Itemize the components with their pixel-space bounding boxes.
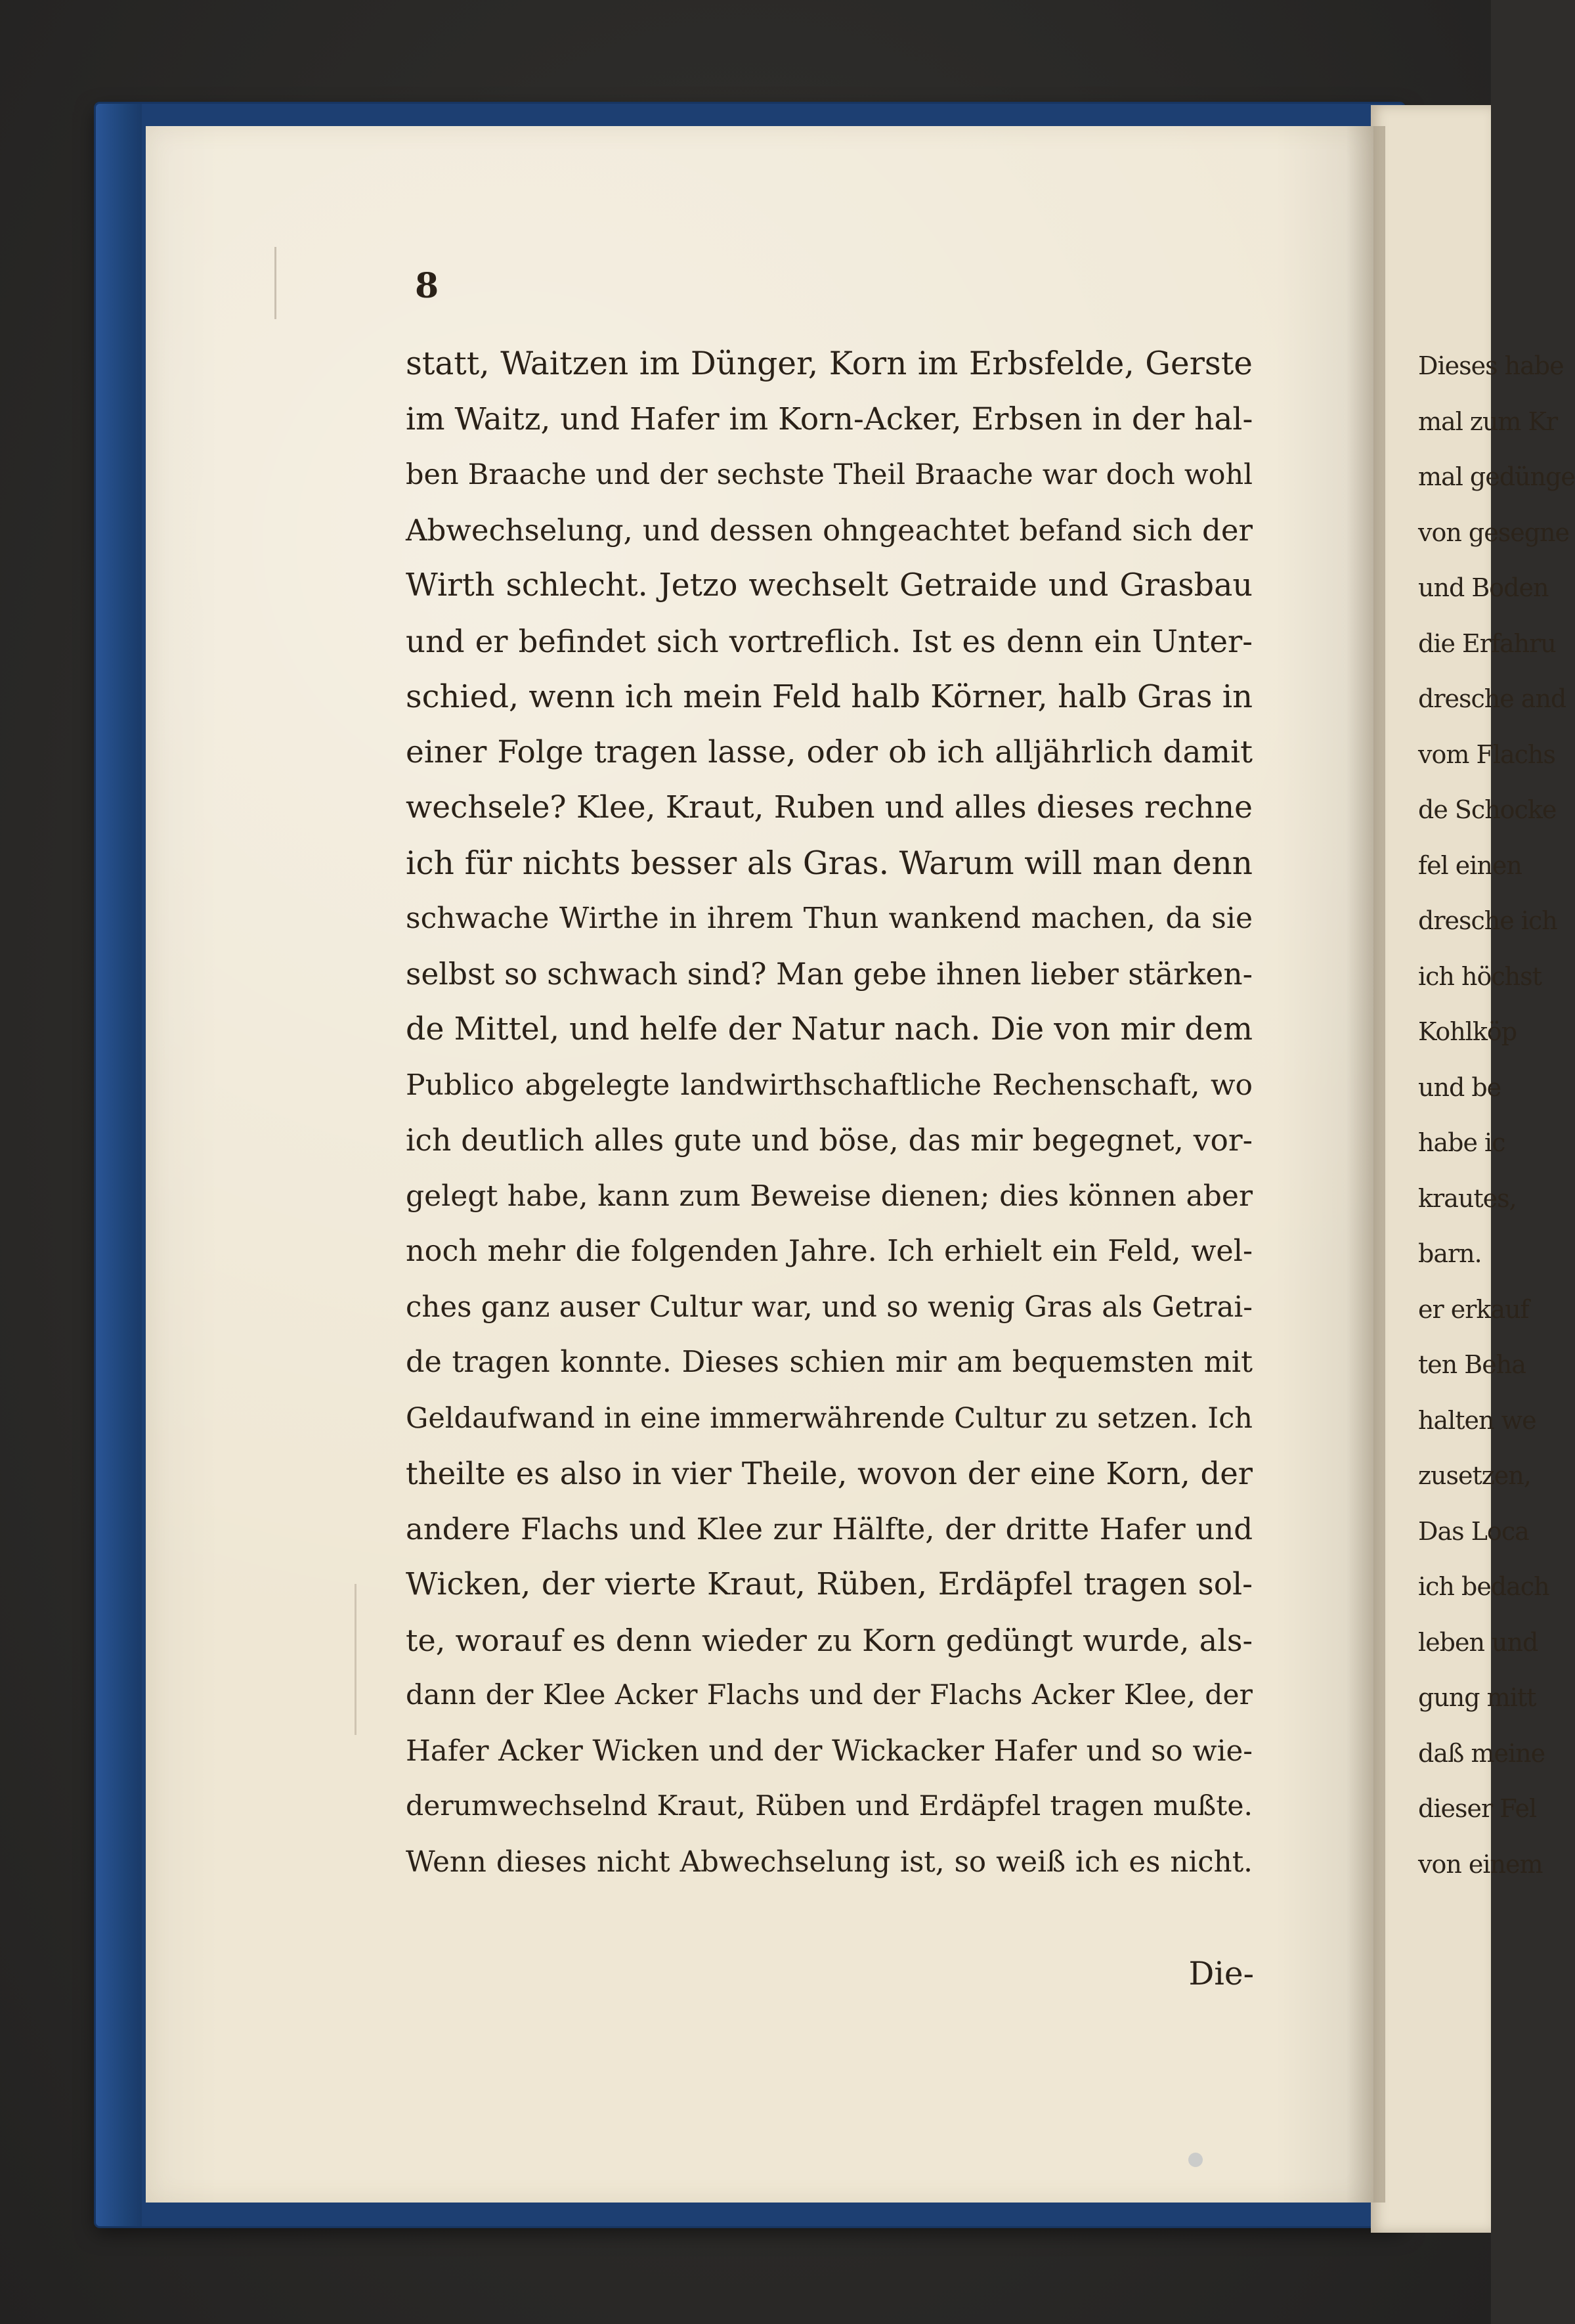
text-line: derumwechselnd Kraut, Rüben und Erdäpfel tragen mußte. (406, 1790, 1253, 1822)
body-text (406, 336, 1253, 1890)
facing-page-line: mal gedünge (1418, 462, 1575, 491)
text-line: ich für nichts besser als Gras. Warum will man denn (406, 844, 1253, 882)
facing-page-line: barn. (1418, 1239, 1482, 1268)
text-line: ich deutlich alles gute und böse, das mir begegnet, vor- (406, 1123, 1253, 1158)
facing-page-line: krautes, (1418, 1183, 1517, 1213)
text-line: andere Flachs und Klee zur Hälfte, der dritte Hafer und (406, 1511, 1253, 1546)
facing-page-line: und Boden (1418, 573, 1549, 602)
facing-page-line: leben und (1418, 1627, 1538, 1657)
text-line: de Mittel, und helfe der Natur nach. Die von mir dem (406, 1011, 1253, 1047)
facing-page-line: zusetzen, (1418, 1461, 1531, 1490)
facing-page-line: von gesegne (1418, 517, 1569, 547)
text-line: theilte es also in vier Theile, wovon der eine Korn, der (406, 1456, 1253, 1491)
page-number: 8 (415, 266, 439, 306)
text-line: statt, Waitzen im Dünger, Korn im Erbsfelde, Gerste (406, 345, 1253, 382)
text-line: einer Folge tragen lasse, oder ob ich alljährlich damit (406, 734, 1253, 770)
text-line: Hafer Acker Wicken und der Wickacker Hafer und so wie- (406, 1734, 1253, 1768)
paper-mark (355, 1584, 356, 1735)
text-line: wechsele? Klee, Kraut, Ruben und alles dieses rechne (406, 789, 1253, 825)
facing-page-text (1418, 338, 1575, 1892)
catchword: Die- (1188, 1956, 1254, 1992)
facing-page-line: vom Flachs (1418, 739, 1555, 769)
text-line: ben Braache und der sechste Theil Braache war doch wohl (406, 458, 1253, 491)
text-line: Abwechselung, und dessen ohngeachtet befand sich der (406, 512, 1253, 548)
facing-page-line: habe ic (1418, 1128, 1505, 1157)
facing-page-line: Kohlköp (1418, 1017, 1517, 1046)
text-line: te, worauf es denn wieder zu Korn gedüngt wurde, als- (406, 1622, 1253, 1658)
text-line: schwache Wirthe in ihrem Thun wankend machen, da sie (406, 902, 1253, 935)
facing-page-line: ten Beha (1418, 1350, 1526, 1379)
text-line: Wirth schlecht. Jetzo wechselt Getraide und Grasbau (406, 567, 1253, 603)
facing-page-line: Dieses habe (1418, 351, 1564, 380)
text-line: Wicken, der vierte Kraut, Rüben, Erdäpfel tragen sol- (406, 1566, 1253, 1602)
facing-page-line: dresche ich (1418, 906, 1557, 935)
facing-page-line: und be (1418, 1072, 1501, 1102)
facing-page-line: fel einen (1418, 850, 1522, 880)
facing-page-line: daß meine (1418, 1738, 1545, 1768)
facing-page-line: mal zum Kr (1418, 406, 1558, 436)
facing-page-line: von einem (1418, 1849, 1543, 1879)
facing-page-line: de Schocke (1418, 795, 1557, 824)
text-line: dann der Klee Acker Flachs und der Flachs Acker Klee, der (406, 1679, 1253, 1711)
facing-page-line: dieser Fel (1418, 1794, 1537, 1823)
text-line: Wenn dieses nicht Abwechselung ist, so weiß ich es nicht. (406, 1845, 1253, 1879)
text-line: schied, wenn ich mein Feld halb Körner, halb Gras in (406, 678, 1253, 715)
facing-page-line: dresche and (1418, 684, 1566, 713)
text-line: Publico abgelegte landwirthschaftliche Rechenschaft, wo (406, 1068, 1253, 1102)
paper-mark (274, 247, 276, 319)
facing-page-line: ich höchst (1418, 961, 1542, 991)
text-line: Geldaufwand in eine immerwährende Cultur zu setzen. Ich (406, 1401, 1253, 1435)
text-line: selbst so schwach sind? Man gebe ihnen lieber stärken- (406, 956, 1253, 992)
text-line: gelegt habe, kann zum Beweise dienen; dies können aber (406, 1179, 1253, 1213)
facing-page-line: ich bedach (1418, 1572, 1549, 1601)
facing-page-line: die Erfahru (1418, 628, 1556, 658)
gutter-shadow (1346, 126, 1385, 2203)
cover-edge (96, 104, 142, 2226)
text-line: ches ganz auser Cultur war, und so wenig Gras als Getrai- (406, 1290, 1253, 1324)
facing-page-line: gung mitt (1418, 1683, 1536, 1712)
text-line: im Waitz, und Hafer im Korn-Acker, Erbsen in der hal- (406, 401, 1253, 437)
text-line: und er befindet sich vortreflich. Ist es denn ein Unter- (406, 623, 1253, 659)
facing-page-line: Das Loca (1418, 1516, 1529, 1546)
text-line: noch mehr die folgenden Jahre. Ich erhielt ein Feld, wel- (406, 1235, 1253, 1268)
text-line: de tragen konnte. Dieses schien mir am bequemsten mit (406, 1346, 1253, 1379)
paper-stain (1188, 2153, 1203, 2167)
facing-page-line: halten we (1418, 1405, 1536, 1435)
facing-page-line: er erkauf (1418, 1294, 1529, 1324)
